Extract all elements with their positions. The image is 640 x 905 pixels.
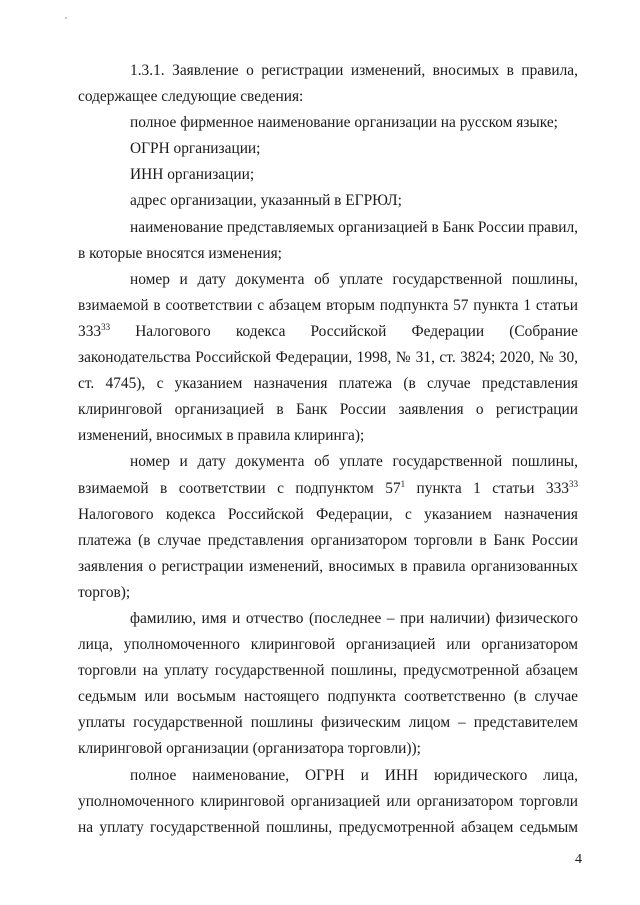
paragraph-ogrn: ОГРН организации; [130, 140, 261, 158]
paragraph-trading-fee-text-2: пункта 1 статьи 333 [405, 479, 569, 497]
paragraph-clearing-fee [78, 267, 578, 450]
paragraph-clearing-fee-text-2: Налогового кодекса Российской Федерации (Собрание законодательства Российской Федерации, 1998, № 31, ст. 3824; 2020, № 30, ст. 4745), с указанием назначения платежа (в случае представления клиринговой организацией в Банк России заявления о регистрации изменений, вносимых в правила клиринга); [78, 322, 578, 445]
superscript: 1 [400, 478, 406, 489]
paragraph-trading-fee-text-3: Налогового кодекса Российской Федерации, с указанием назначения платежа (в случае представления организатором торговли в Банк России заявления о регистрации изменений, вносимых в правила организованных торгов); [78, 505, 578, 601]
paragraph-trading-fee [78, 449, 578, 606]
paragraph-inn: ИНН организации; [130, 166, 255, 184]
superscript: 33 [568, 478, 578, 489]
scan-mark [65, 17, 67, 19]
paragraph-address: адрес организации, указанный в ЕГРЮЛ; [130, 192, 402, 210]
paragraph-individual-payer: фамилию, имя и отчество (последнее – при наличии) физического лица, уполномоченного клиринговой организацией или организатором торговли на уплату государственной пошлины, предусмотренной абзацем седьмым или восьмым настоящего подпункта соответственно (в случае уплаты государственной пошлины физическим лицом – представителем клиринговой организации (организатора торговли)); [78, 609, 578, 758]
paragraph-clearing-fee-text-1: номер и дату документа об уплате государственной пошлины, взимаемой в соответствии с абзацем вторым подпункта 57 пункта 1 статьи 333 [78, 270, 578, 340]
superscript: 33 [101, 321, 111, 332]
page-number: 4 [575, 852, 582, 867]
paragraph-1-3-1: 1.3.1. Заявление о регистрации изменений, вносимых в правила, содержащее следующие сведения: [78, 62, 578, 106]
paragraph-trading-fee-text-1: номер и дату документа об уплате государственной пошлины, взимаемой в соответствии с подпунктом 57 [78, 453, 578, 497]
paragraph-rules-name: наименование представляемых организацией в Банк России правил, в которые вносятся изменения; [78, 218, 578, 262]
document-body [78, 58, 578, 841]
paragraph-full-name: полное фирменное наименование организации на русском языке; [130, 114, 558, 132]
paragraph-legal-entity-payer: полное наименование, ОГРН и ИНН юридического лица, уполномоченного клиринговой организацией или организатором торговли на уплату государственной пошлины, предусмотренной абзацем седьмым [78, 766, 578, 836]
